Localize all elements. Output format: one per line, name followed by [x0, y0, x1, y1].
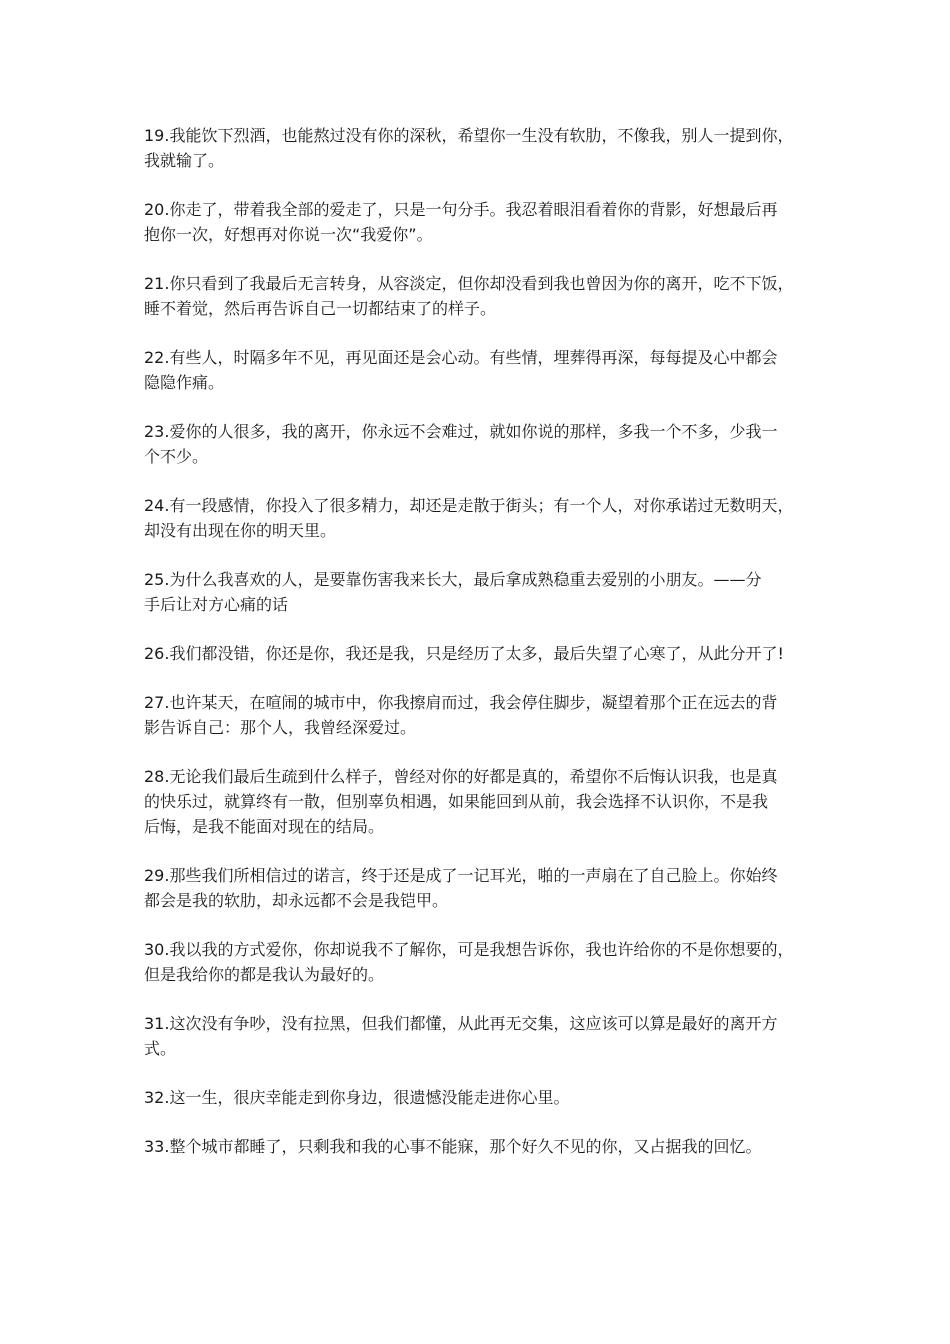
- paragraph-33: [144, 1134, 816, 1159]
- paragraph-line: 都会是我的软肋，却永远都不会是我铠甲。: [144, 891, 449, 910]
- paragraph-25: [144, 567, 816, 617]
- paragraph-32: [144, 1085, 816, 1110]
- paragraph-line: 的快乐过，就算终有一散，但别辜负相遇，如果能回到从前，我会选择不认识你，不是我: [144, 792, 769, 811]
- paragraph-30: [144, 937, 816, 987]
- paragraph-line: 后悔，是我不能面对现在的结局。: [144, 817, 385, 836]
- paragraph-line: 31.这次没有争吵，没有拉黑，但我们都懂，从此再无交集，这应该可以算是最好的离开方: [144, 1014, 778, 1033]
- paragraph-line: 24.有一段感情，你投入了很多精力，却还是走散于街头；有一个人，对你承诺过无数明天，: [144, 496, 794, 515]
- paragraph-line: 我就输了。: [144, 151, 225, 170]
- paragraph-line: 却没有出现在你的明天里。: [144, 521, 337, 540]
- paragraph-27: [144, 690, 816, 740]
- paragraph-line: 29.那些我们所相信过的诺言，终于还是成了一记耳光，啪的一声扇在了自己脸上。你始终: [144, 866, 778, 885]
- paragraph-26: [144, 641, 816, 666]
- paragraph-line: 30.我以我的方式爱你，你却说我不了解你，可是我想告诉你，我也许给你的不是你想要的，: [144, 940, 794, 959]
- document-body: [144, 123, 816, 1183]
- paragraph-line: 33.整个城市都睡了，只剩我和我的心事不能寐，那个好久不见的你，又占据我的回忆。: [144, 1137, 762, 1156]
- paragraph-line: 26.我们都没错，你还是你，我还是我，只是经历了太多，最后失望了心寒了，从此分开了!: [144, 644, 784, 663]
- paragraph-line: 27.也许某天，在喧闹的城市中，你我擦肩而过，我会停住脚步，凝望着那个正在远去的背: [144, 693, 778, 712]
- paragraph-line: 23.爱你的人很多，我的离开，你永远不会难过，就如你说的那样，多我一个不多，少我一: [144, 422, 778, 441]
- paragraph-line: 19.我能饮下烈酒，也能熬过没有你的深秋，希望你一生没有软肋，不像我，别人一提到你，: [144, 126, 794, 145]
- paragraph-line: 但是我给你的都是我认为最好的。: [144, 965, 385, 984]
- paragraph-line: 隐隐作痛。: [144, 373, 225, 392]
- paragraph-line: 睡不着觉，然后再告诉自己一切都结束了的样子。: [144, 299, 497, 318]
- paragraph-24: [144, 493, 816, 543]
- paragraph-line: 22.有些人，时隔多年不见，再见面还是会心动。有些情，埋葬得再深，每每提及心中都会: [144, 348, 778, 367]
- paragraph-line: 20.你走了，带着我全部的爱走了，只是一句分手。我忍着眼泪看着你的背影，好想最后再: [144, 200, 778, 219]
- paragraph-line: 手后让对方心痛的话: [144, 595, 289, 614]
- paragraph-line: 影告诉自己：那个人，我曾经深爱过。: [144, 718, 417, 737]
- paragraph-line: 32.这一生，很庆幸能走到你身边，很遗憾没能走进你心里。: [144, 1088, 570, 1107]
- paragraph-line: 25.为什么我喜欢的人，是要靠伤害我来长大，最后拿成熟稳重去爱别的小朋友。——分: [144, 570, 762, 589]
- paragraph-31: [144, 1011, 816, 1061]
- paragraph-line: 28.无论我们最后生疏到什么样子，曾经对你的好都是真的，希望你不后悔认识我，也是真: [144, 767, 778, 786]
- paragraph-line: 式。: [144, 1039, 177, 1058]
- paragraph-22: [144, 345, 816, 395]
- paragraph-21: [144, 271, 816, 321]
- paragraph-28: [144, 764, 816, 839]
- paragraph-19: [144, 123, 816, 173]
- paragraph-line: 21.你只看到了我最后无言转身，从容淡定，但你却没看到我也曾因为你的离开，吃不下饭，: [144, 274, 794, 293]
- paragraph-line: 抱你一次，好想再对你说一次“我爱你”。: [144, 225, 433, 244]
- paragraph-line: 个不少。: [144, 447, 209, 466]
- paragraph-20: [144, 197, 816, 247]
- paragraph-23: [144, 419, 816, 469]
- paragraph-29: [144, 863, 816, 913]
